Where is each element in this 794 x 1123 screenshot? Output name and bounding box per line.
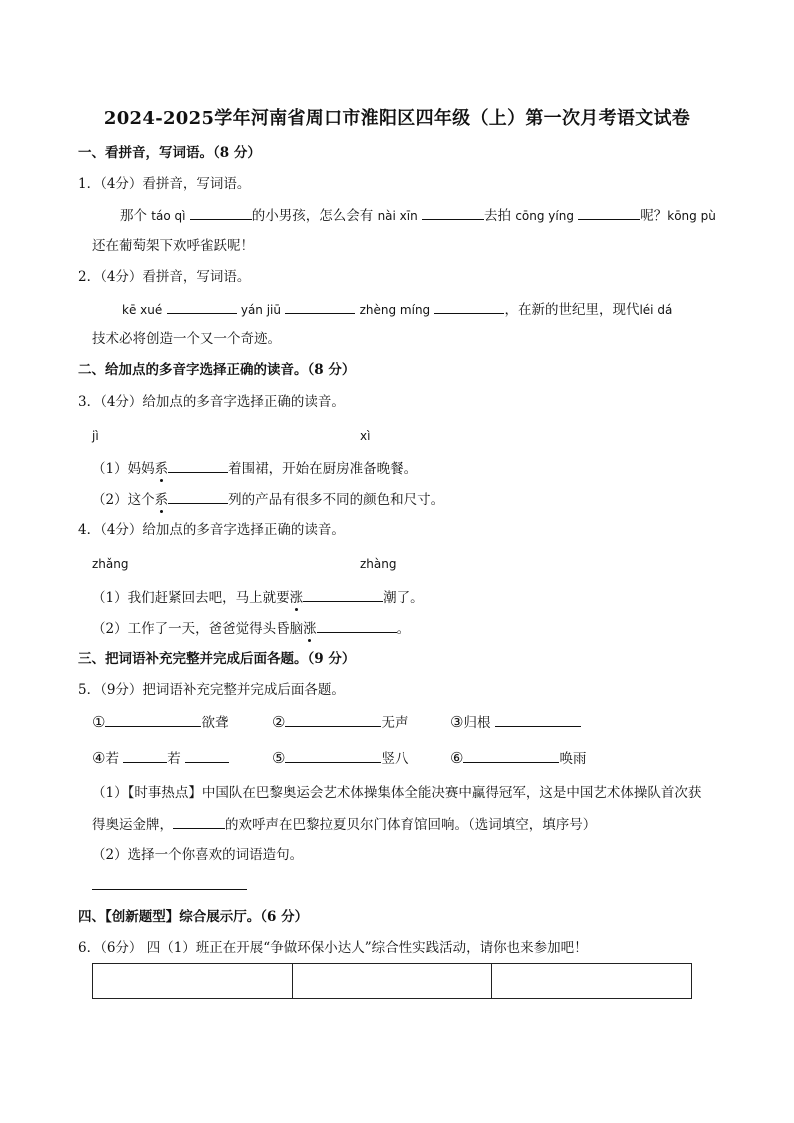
answer-blank[interactable] bbox=[105, 713, 201, 727]
table-cell[interactable] bbox=[293, 964, 493, 998]
answer-blank[interactable] bbox=[303, 588, 383, 602]
q5-sub2: （2）选择一个你喜欢的词语造句。 bbox=[92, 847, 304, 863]
question-5-stem: 5．（9分）把词语补充完整并完成后面各题。 bbox=[78, 682, 345, 698]
answer-blank[interactable] bbox=[285, 749, 381, 763]
dotted-char: 系 bbox=[154, 492, 169, 508]
pinyin-taoqi: táo qì bbox=[151, 209, 186, 223]
answer-blank[interactable] bbox=[285, 300, 355, 314]
answer-blank[interactable] bbox=[434, 300, 504, 314]
answer-blank[interactable] bbox=[168, 459, 228, 473]
table-cell[interactable] bbox=[93, 964, 293, 998]
section-2-heading: 二、给加点的多音字选择正确的读音。（8 分） bbox=[78, 362, 356, 378]
dotted-char: 系 bbox=[154, 461, 169, 477]
pinyin-yanjiu: yán jiū bbox=[240, 303, 281, 317]
pinyin-kongpu: kōng pù bbox=[667, 209, 716, 223]
answer-blank[interactable] bbox=[495, 713, 581, 727]
question-2-line-1: kē xué yán jiū zhèng míng ，在新的世纪里，现代léi dá bbox=[122, 302, 673, 318]
q3-sentence-2: （2）这个系 列的产品有很多不同的颜色和尺寸。 bbox=[92, 492, 445, 508]
answer-blank[interactable] bbox=[123, 749, 167, 763]
idiom-1: ① 欲聋 bbox=[92, 713, 229, 731]
answer-blank[interactable] bbox=[173, 815, 225, 829]
answer-blank[interactable] bbox=[167, 300, 237, 314]
exam-title: 2024-2025学年河南省周口市淮阳区四年级（上）第一次月考语文试卷 bbox=[103, 108, 691, 129]
question-1-stem: 1．（4分）看拼音，写词语。 bbox=[78, 176, 251, 192]
pinyin-congying: cōng yíng bbox=[515, 209, 574, 223]
pinyin-leida: léi dá bbox=[639, 303, 673, 317]
section-4-heading: 四、【创新题型】综合展示厅。（6 分） bbox=[78, 909, 309, 925]
answer-blank[interactable] bbox=[317, 619, 397, 633]
question-1-line-2: 还在葡萄架下欢呼雀跃呢！ bbox=[92, 238, 254, 254]
q3-option-1[interactable]: jì bbox=[92, 429, 99, 443]
sentence-answer-line[interactable] bbox=[92, 889, 247, 890]
question-2-line-2: 技术必将创造一个又一个奇迹。 bbox=[92, 331, 281, 347]
table-cell[interactable] bbox=[492, 964, 691, 998]
dotted-char: 涨 bbox=[303, 621, 317, 637]
pinyin-naixin: nài xīn bbox=[377, 209, 418, 223]
q4-sentence-1: （1）我们赶紧回去吧，马上就要涨 潮了。 bbox=[92, 590, 424, 606]
dotted-char: 涨 bbox=[289, 590, 304, 606]
answer-blank[interactable] bbox=[422, 206, 484, 220]
question-2-stem: 2．（4分）看拼音，写词语。 bbox=[78, 269, 251, 285]
section-3-heading: 三、把词语补充完整并完成后面各题。（9 分） bbox=[78, 651, 356, 667]
q4-sentence-2: （2）工作了一天，爸爸觉得头昏脑涨 。 bbox=[92, 621, 411, 637]
q5-sub1-line-2: 得奥运金牌， 的欢呼声在巴黎拉夏贝尔门体育馆回响。（选词填空，填序号） bbox=[92, 817, 597, 833]
answer-blank[interactable] bbox=[578, 206, 640, 220]
answer-blank[interactable] bbox=[185, 749, 229, 763]
answer-blank[interactable] bbox=[285, 713, 381, 727]
answer-blank[interactable] bbox=[190, 206, 252, 220]
idiom-3: ③归根 bbox=[450, 713, 581, 732]
idiom-6: ⑥ 唤雨 bbox=[450, 749, 587, 767]
question-4-stem: 4．（4分）给加点的多音字选择正确的读音。 bbox=[78, 522, 345, 538]
q3-option-2[interactable]: xì bbox=[360, 429, 371, 443]
activity-table bbox=[92, 963, 692, 999]
answer-blank[interactable] bbox=[168, 490, 228, 504]
idiom-5: ⑤ 竖八 bbox=[272, 749, 409, 767]
q5-sub1-line-1: （1）【时事热点】中国队在巴黎奥运会艺术体操集体全能决赛中赢得冠军，这是中国艺术体操队首次获 bbox=[92, 785, 702, 801]
idiom-2: ② 无声 bbox=[272, 713, 409, 731]
question-3-stem: 3．（4分）给加点的多音字选择正确的读音。 bbox=[78, 394, 345, 410]
section-1-heading: 一、看拼音，写词语。（8 分） bbox=[78, 145, 261, 161]
pinyin-zhengming: zhèng míng bbox=[359, 303, 431, 317]
question-1-line-1: 那个 táo qì 的小男孩，怎么会有 nài xīn 去拍 cōng yíng 呢？kōng pù bbox=[120, 208, 716, 224]
q4-option-1[interactable]: zhǎng bbox=[92, 557, 129, 571]
answer-blank[interactable] bbox=[463, 749, 559, 763]
question-6-stem: 6．（6分） 四（1）班正在开展“争做环保小达人”综合性实践活动，请你也来参加吧！ bbox=[78, 940, 588, 956]
q4-option-2[interactable]: zhàng bbox=[360, 557, 397, 571]
pinyin-kexue: kē xué bbox=[122, 303, 163, 317]
q3-sentence-1: （1）妈妈系 着围裙，开始在厨房准备晚餐。 bbox=[92, 461, 418, 477]
idiom-4: ④若 若 bbox=[92, 749, 229, 768]
